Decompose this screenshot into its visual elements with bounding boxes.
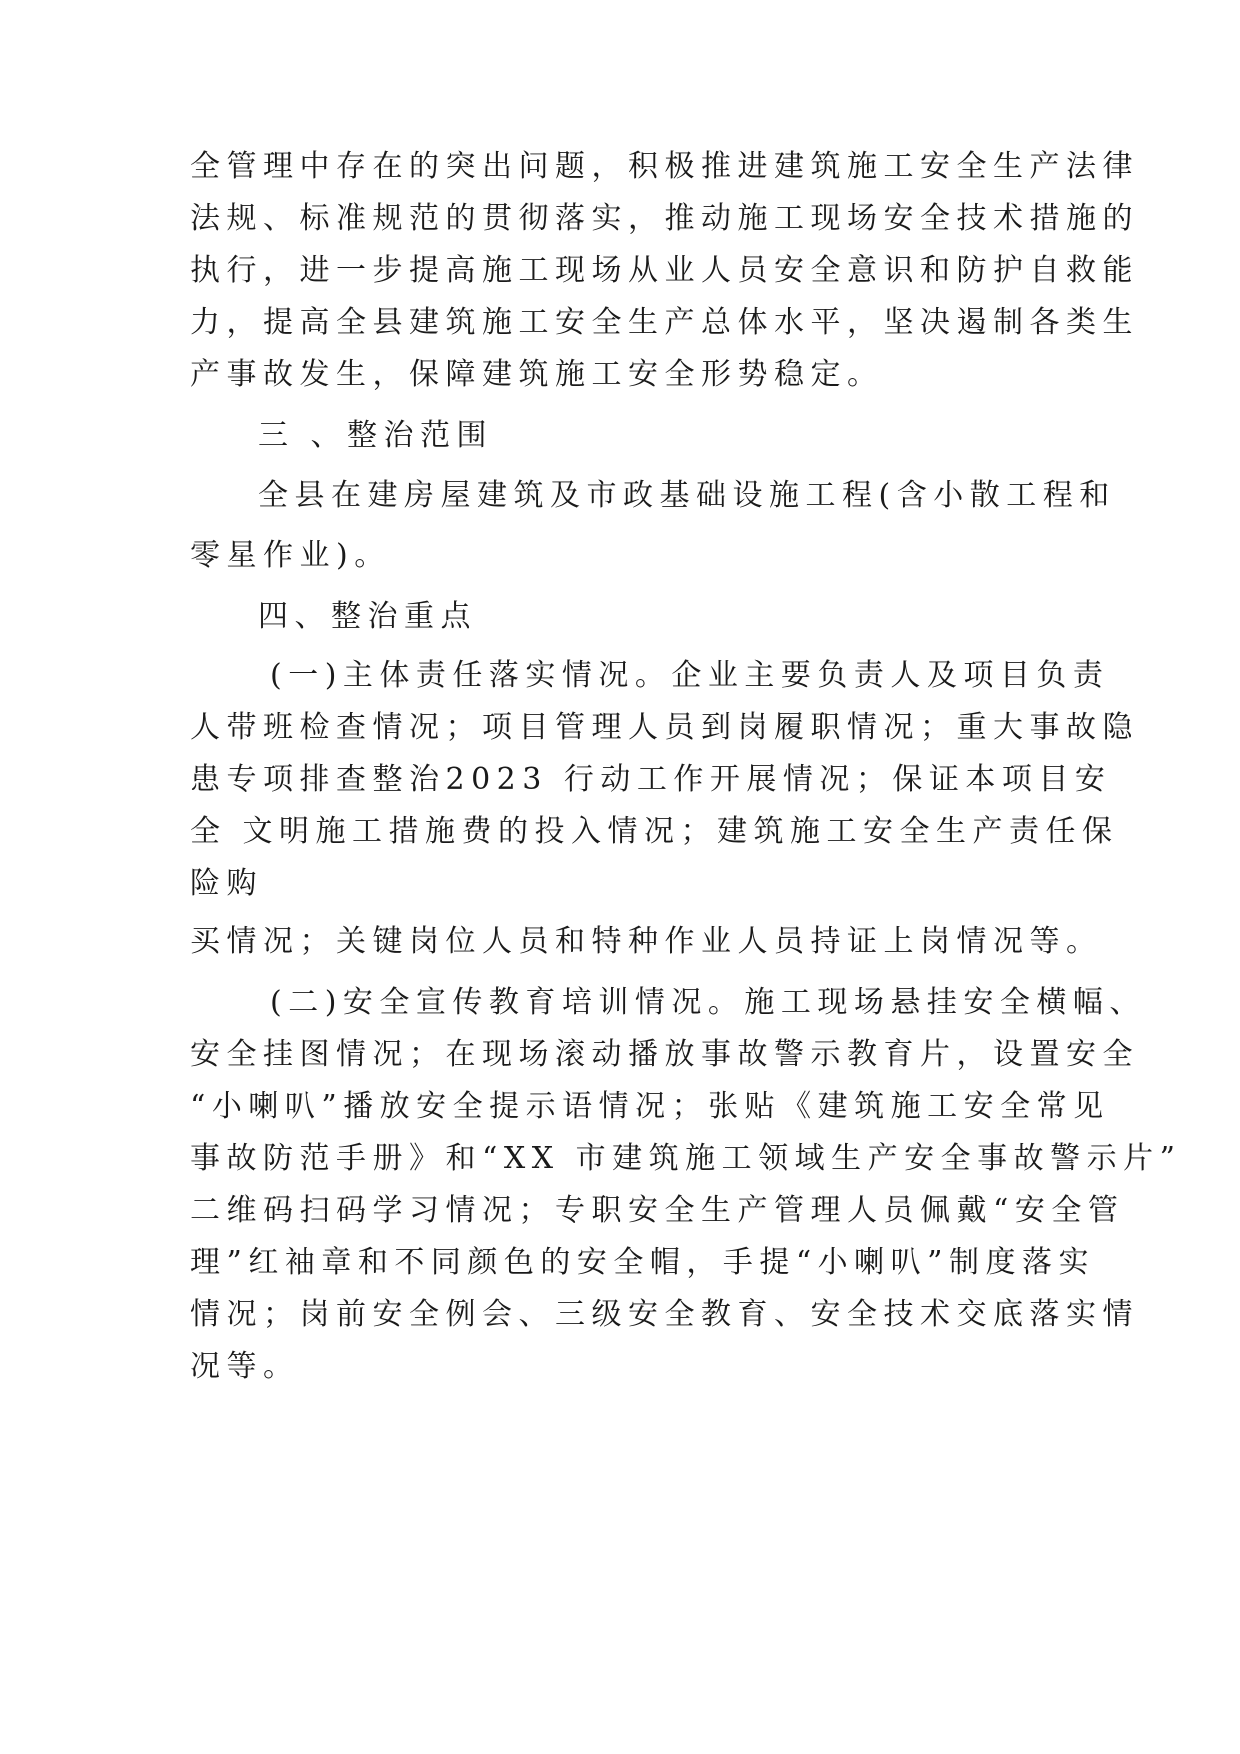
body-line: 安全挂图情况；在现场滚动播放事故警示教育片，设置安全 <box>190 1037 1139 1072</box>
body-line: 险购 <box>190 866 263 901</box>
body-line: “小喇叭”播放安全提示语情况；张贴《建筑施工安全常见 <box>190 1089 1110 1124</box>
body-line: 法规、标准规范的贯彻落实，推动施工现场安全技术措施的 <box>190 201 1139 236</box>
body-line: 买情况；关键岗位人员和特种作业人员持证上岗情况等。 <box>190 924 1103 959</box>
body-line: 二维码扫码学习情况；专职安全生产管理人员佩戴“安全管 <box>190 1193 1125 1228</box>
body-line: 事故防范手册》和“XX 市建筑施工领域生产安全事故警示片” <box>190 1141 1182 1176</box>
body-line: 理”红袖章和不同颜色的安全帽，手提“小喇叭”制度落实 <box>190 1245 1096 1280</box>
body-line: 产事故发生，保障建筑施工安全形势稳定。 <box>190 357 884 392</box>
subsection-heading-2: (二)安全宣传教育培训情况。施工现场悬挂安全横幅、 <box>270 985 1146 1020</box>
body-line: 人带班检查情况；项目管理人员到岗履职情况；重大事故隐 <box>190 710 1139 745</box>
body-line: 情况；岗前安全例会、三级安全教育、安全技术交底落实情 <box>190 1297 1139 1332</box>
body-line: 况等。 <box>190 1349 300 1384</box>
body-line: 力，提高全县建筑施工安全生产总体水平，坚决遏制各类生 <box>190 305 1139 340</box>
body-line: 全管理中存在的突出问题，积极推进建筑施工安全生产法律 <box>190 149 1139 184</box>
body-line: 执行，进一步提高施工现场从业人员安全意识和防护自救能 <box>190 253 1139 288</box>
body-line: 全 文明施工措施费的投入情况；建筑施工安全生产责任保 <box>190 814 1119 849</box>
body-line: 患专项排查整治2023 行动工作开展情况；保证本项目安 <box>190 762 1112 797</box>
body-line: 全县在建房屋建筑及市政基础设施工程(含小散工程和 <box>258 478 1116 513</box>
section-heading-scope: 三 、整治范围 <box>258 418 494 453</box>
section-heading-focus: 四、整治重点 <box>258 599 477 634</box>
subsection-heading-1: (一)主体责任落实情况。企业主要负责人及项目负责 <box>270 658 1110 693</box>
body-line: 零星作业)。 <box>190 538 391 573</box>
